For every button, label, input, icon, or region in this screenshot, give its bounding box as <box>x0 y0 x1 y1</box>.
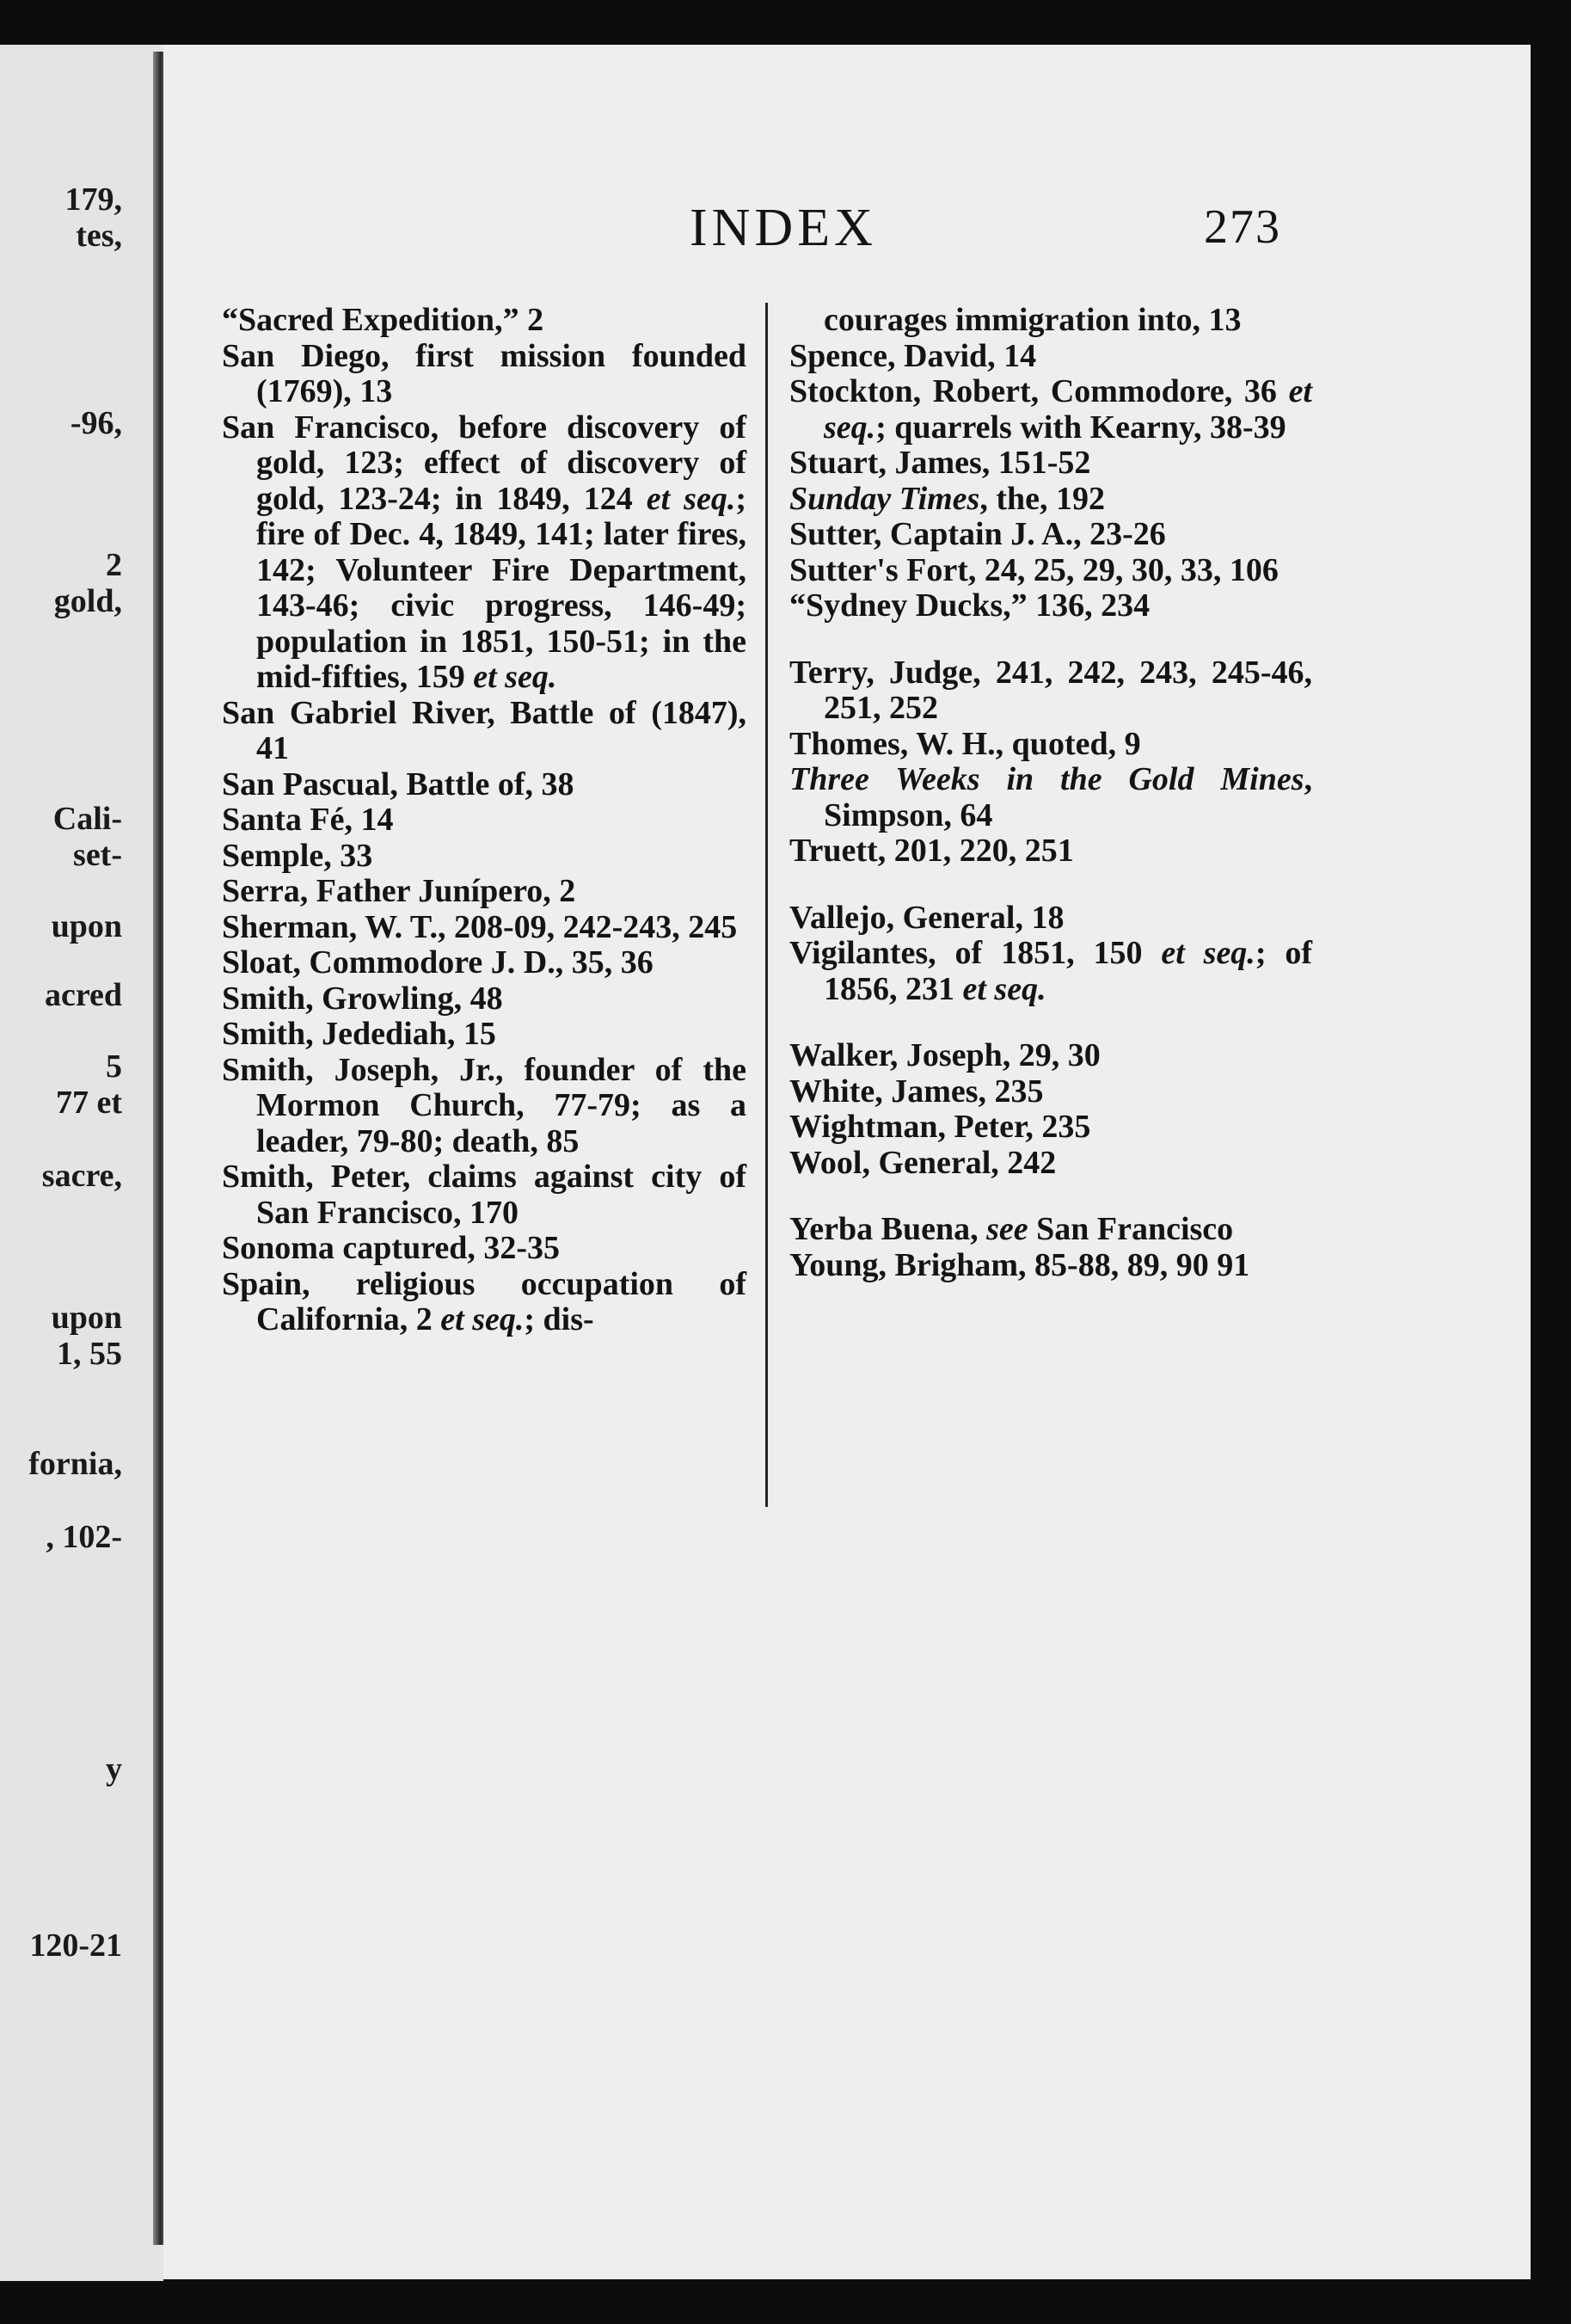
entry-text: Sutter, Captain J. A., 23-26 <box>789 516 1166 552</box>
entry-text: Vigilantes, of 1851, 150 <box>789 935 1162 971</box>
index-entry <box>789 374 1312 446</box>
entry-text: Smith, Jedediah, 15 <box>222 1016 496 1052</box>
entry-text: Sutter's Fort, 24, 25, 29, 30, 33, 106 <box>789 551 1279 588</box>
entry-text: San Pascual, Battle of, 38 <box>222 765 574 802</box>
entry-text: San Gabriel River, Battle of (1847), 41 <box>222 694 746 766</box>
index-entry <box>789 1248 1312 1284</box>
entry-text: Stockton, Robert, Commodore, 36 <box>789 373 1289 409</box>
facing-page-text: 179, <box>64 181 122 218</box>
entry-text: , Simpson, 64 <box>824 761 1312 833</box>
index-entry <box>789 833 1312 870</box>
index-entry <box>222 410 746 696</box>
index-entry <box>222 839 746 875</box>
entry-text: Yerba Buena, <box>789 1211 987 1247</box>
entry-text: Young, Brigham, 85-88, 89, 90 91 <box>789 1246 1250 1283</box>
index-entry <box>222 1017 746 1053</box>
entry-italic-text: et seq. <box>473 659 557 695</box>
index-entry <box>789 1074 1312 1110</box>
index-entry <box>789 339 1312 375</box>
index-entry <box>789 762 1312 833</box>
entry-text: San Diego, first mission founded (1769), 13 <box>222 337 746 409</box>
entry-text: White, James, 235 <box>789 1073 1044 1110</box>
facing-page-text: upon <box>51 908 122 944</box>
facing-page-text: sacre, <box>41 1158 122 1194</box>
entry-text: Wool, General, 242 <box>789 1144 1057 1181</box>
index-entry <box>222 1053 746 1160</box>
entry-text: ; dis- <box>524 1301 594 1337</box>
entry-text: Smith, Peter, claims against city of San Francisco, 170 <box>222 1159 746 1231</box>
entry-text: San Francisco <box>1028 1211 1234 1247</box>
index-entry <box>789 303 1312 339</box>
entry-text: Spence, David, 14 <box>789 337 1037 374</box>
entry-text: ; fire of Dec. 4, 1849, 141; later fires, 142; Volunteer Fire Department, 143-46; civic progress, 146-49; population in 1851, 150-51; in the mid-fifties, 159 <box>256 480 746 695</box>
facing-page-text: gold, <box>53 583 122 619</box>
facing-page-text: 5 <box>106 1048 122 1085</box>
facing-page-text: 1, 55 <box>57 1336 122 1372</box>
index-entry <box>789 1212 1312 1248</box>
index-entry <box>789 936 1312 1007</box>
facing-page-text: fornia, <box>28 1446 122 1482</box>
facing-page-text: 2 <box>106 547 122 583</box>
entry-italic-text: et seq. <box>1161 935 1255 971</box>
entry-text: Semple, 33 <box>222 837 373 874</box>
index-entry <box>789 1146 1312 1182</box>
entry-italic-text: et seq. <box>824 373 1312 446</box>
index-entry <box>789 482 1312 518</box>
entry-text: ; quarrels with Kearny, 38-39 <box>875 409 1286 446</box>
facing-page-text: -96, <box>70 405 122 441</box>
page-title: INDEX <box>690 199 877 257</box>
index-entry <box>789 553 1312 589</box>
entry-text: Thomes, W. H., quoted, 9 <box>789 725 1141 762</box>
page-number: 273 <box>1204 200 1281 254</box>
entry-text: Santa Fé, 14 <box>222 802 394 838</box>
entry-text: “Sacred Expedition,” 2 <box>222 302 544 338</box>
entry-text: Truett, 201, 220, 251 <box>789 833 1074 869</box>
index-entry <box>222 339 746 410</box>
entry-italic-text: et seq. <box>962 970 1046 1007</box>
entry-text: Terry, Judge, 241, 242, 243, 245-46, 251, 252 <box>789 654 1312 726</box>
index-entry <box>789 901 1312 937</box>
index-page <box>163 45 1531 2279</box>
entry-text: Spain, religious occupation of California, 2 <box>222 1265 746 1337</box>
entry-italic-text: Three Weeks in the Gold Mines <box>789 761 1304 797</box>
index-entry <box>222 1159 746 1231</box>
entry-text: “Sydney Ducks,” 136, 234 <box>789 587 1151 624</box>
index-entry <box>789 727 1312 763</box>
column-divider <box>765 303 768 1507</box>
entry-text: Smith, Joseph, Jr., founder of the Mormon Church, 77-79; as a leader, 79-80; death, 85 <box>222 1051 746 1159</box>
entry-text: Stuart, James, 151-52 <box>789 445 1091 481</box>
entry-text: Serra, Father Junípero, 2 <box>222 873 576 909</box>
facing-page-text: y <box>106 1751 122 1787</box>
facing-page-fragment <box>0 45 163 2281</box>
facing-page-text: upon <box>51 1300 122 1336</box>
section-gap <box>789 870 1312 901</box>
entry-text: ; of 1856, 231 <box>824 935 1313 1007</box>
entry-italic-text: et seq. <box>646 480 736 517</box>
index-entry <box>222 767 746 803</box>
entry-text: San Francisco, before discovery of gold, 123; effect of discovery of gold, 123-24; in 1849, 124 <box>222 409 746 517</box>
index-entry <box>222 910 746 946</box>
entry-text: Walker, Joseph, 29, 30 <box>789 1037 1101 1073</box>
index-entry <box>789 655 1312 727</box>
index-entry <box>789 517 1312 553</box>
index-entry <box>222 303 746 339</box>
index-entry <box>222 945 746 981</box>
entry-italic-text: et seq. <box>440 1301 525 1337</box>
index-entry <box>789 446 1312 482</box>
facing-page-text: tes, <box>76 218 122 254</box>
section-gap <box>789 1181 1312 1212</box>
facing-page-text: acred <box>44 977 122 1013</box>
index-entry <box>222 1231 746 1267</box>
entry-italic-text: Sunday Times <box>789 480 980 517</box>
facing-page-text: set- <box>73 837 122 873</box>
index-column-left <box>222 303 746 1338</box>
index-entry <box>222 981 746 1018</box>
facing-page-text: 120-21 <box>29 1927 122 1964</box>
index-column-right <box>789 303 1312 1283</box>
facing-page-text: Cali- <box>52 801 122 837</box>
index-entry <box>789 1110 1312 1146</box>
index-entry <box>789 1038 1312 1074</box>
entry-text: Sherman, W. T., 208-09, 242-243, 245 <box>222 908 738 945</box>
facing-page-text: , 102- <box>46 1519 122 1555</box>
entry-text: Smith, Growling, 48 <box>222 980 503 1017</box>
entry-text: Wightman, Peter, 235 <box>789 1109 1091 1145</box>
index-entry <box>222 696 746 767</box>
entry-text: Sonoma captured, 32-35 <box>222 1230 561 1266</box>
section-gap <box>789 1007 1312 1038</box>
index-entry <box>222 874 746 910</box>
entry-text: courages immigration into, 13 <box>824 302 1242 338</box>
index-entry <box>789 588 1312 624</box>
facing-page-text: 77 et <box>55 1085 122 1121</box>
entry-text: , the, 192 <box>979 480 1105 517</box>
entry-text: Vallejo, General, 18 <box>789 899 1065 936</box>
index-entry <box>222 802 746 839</box>
index-entry <box>222 1267 746 1338</box>
entry-text: Sloat, Commodore J. D., 35, 36 <box>222 944 654 981</box>
entry-italic-text: see <box>986 1211 1028 1247</box>
section-gap <box>789 624 1312 655</box>
